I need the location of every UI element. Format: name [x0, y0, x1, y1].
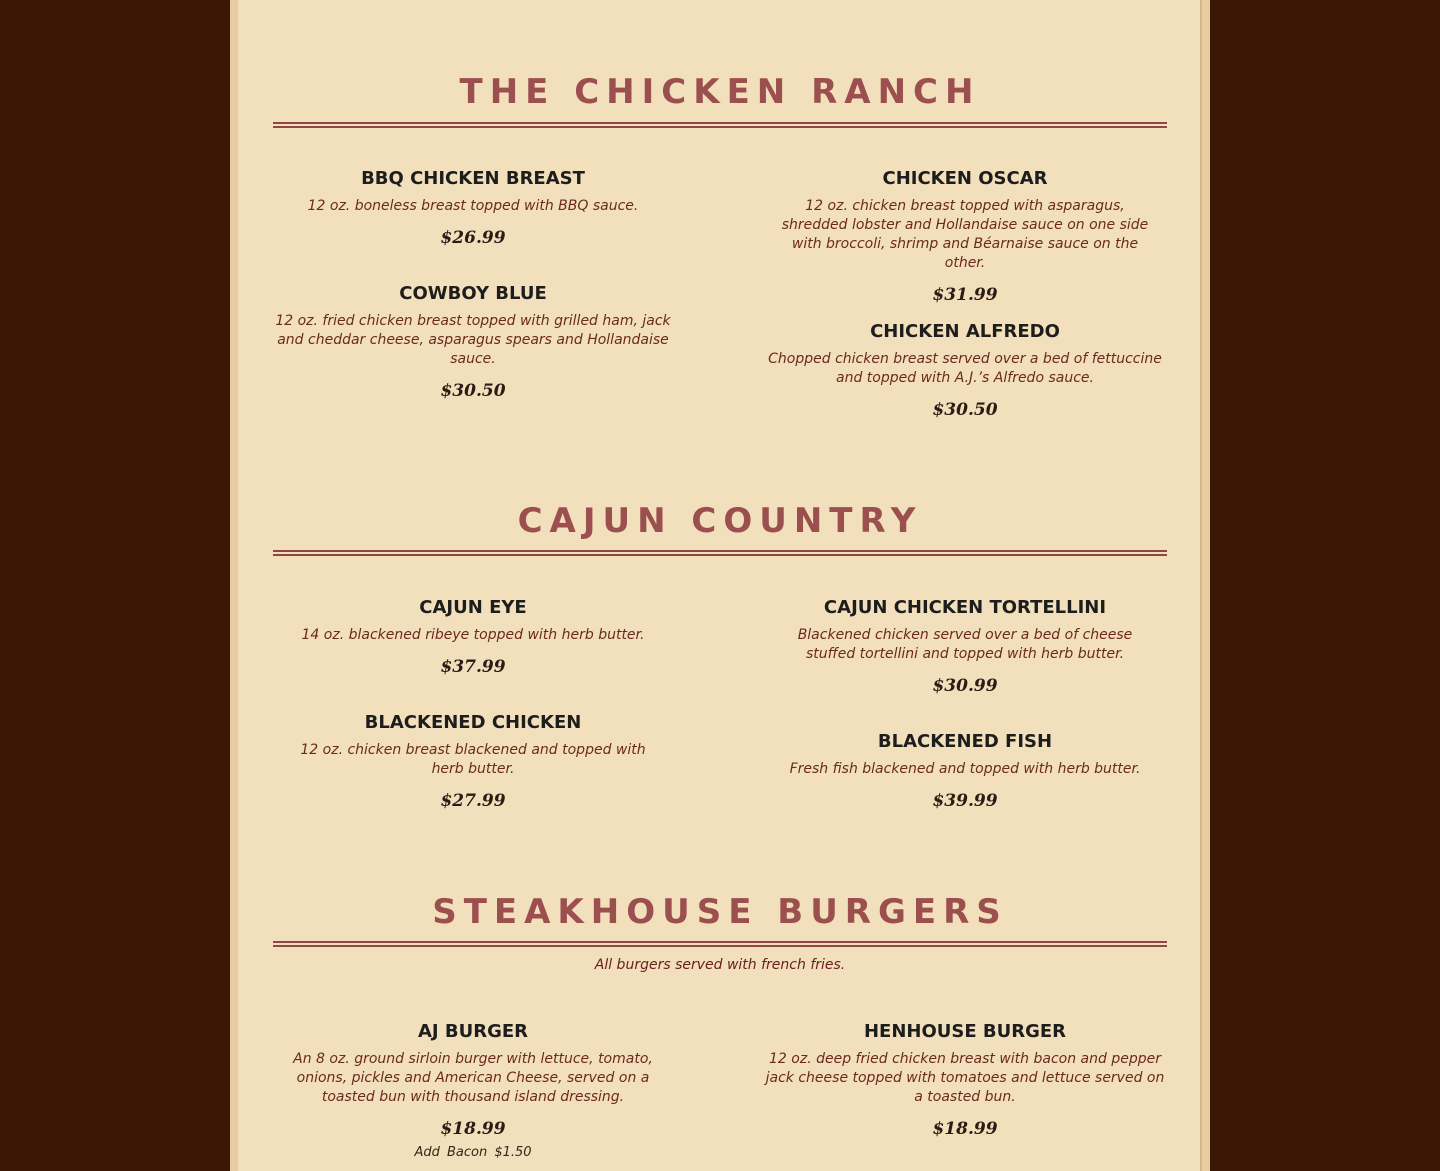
menu-item-chicken-alfredo [765, 320, 1165, 420]
item-description: 14 oz. blackened ribeye topped with herb butter. [301, 627, 645, 643]
menu-item-chicken-oscar [765, 167, 1165, 305]
menu-item-blackened-chicken [273, 711, 673, 811]
item-price: $31.99 [932, 285, 998, 305]
item-price: $30.99 [932, 676, 998, 696]
item-name: BLACKENED CHICKEN [364, 712, 582, 733]
menu-item-aj-burger [273, 1020, 673, 1161]
menu-item-blackened-fish [765, 730, 1165, 811]
menu-item-cowboy-blue [273, 282, 673, 401]
item-description: Blackened chicken served over a bed of cheese stuffed tortellini and topped with herb butter. [797, 627, 1133, 662]
item-description: 12 oz. boneless breast topped with BBQ sauce. [307, 198, 639, 214]
menu-item-bbq-chicken-breast [273, 167, 673, 248]
page-border-right [1202, 0, 1210, 1171]
item-price: $18.99 [440, 1119, 506, 1139]
item-description: 12 oz. chicken breast topped with asparagus, shredded lobster and Hollandaise sauce on one side with broccoli, shrimp and Béarnaise sauce on the other. [781, 198, 1149, 271]
item-price: $39.99 [932, 791, 998, 811]
item-name: COWBOY BLUE [399, 283, 547, 304]
item-price: $30.50 [440, 381, 506, 401]
item-price: $26.99 [440, 228, 506, 248]
section-title-chicken-ranch: THE CHICKEN RANCH [459, 72, 981, 112]
item-description: 12 oz. fried chicken breast topped with grilled ham, jack and cheddar cheese, asparagus spears and Hollandaise sauce. [275, 313, 671, 367]
menu-item-henhouse-burger [765, 1020, 1165, 1139]
menu-item-cajun-eye [273, 596, 673, 677]
item-name: CHICKEN OSCAR [882, 168, 1048, 189]
section-divider [273, 941, 1167, 947]
item-price: $18.99 [932, 1119, 998, 1139]
item-name: HENHOUSE BURGER [863, 1021, 1067, 1042]
item-description: Fresh fish blackened and topped with herb butter. [789, 761, 1141, 777]
item-addon: Add Bacon $1.50 [414, 1145, 532, 1160]
item-price: $27.99 [440, 791, 506, 811]
item-name: AJ BURGER [417, 1021, 529, 1042]
page-border-left [230, 0, 238, 1171]
menu-page [230, 0, 1210, 1171]
section-note: All burgers served with french fries. [594, 957, 846, 973]
item-name: BLACKENED FISH [877, 731, 1053, 752]
section-title-cajun-country: CAJUN COUNTRY [517, 501, 923, 541]
item-description: An 8 oz. ground sirloin burger with lettuce, tomato, onions, pickles and American Cheese, served on a toasted bun with thousand island dressing. [293, 1051, 653, 1105]
item-description: 12 oz. chicken breast blackened and topped with herb butter. [300, 742, 646, 777]
item-price: $30.50 [932, 400, 998, 420]
item-price: $37.99 [440, 657, 506, 677]
item-name: BBQ CHICKEN BREAST [361, 168, 585, 189]
item-name: CHICKEN ALFREDO [870, 321, 1060, 342]
section-divider [273, 550, 1167, 556]
item-name: CAJUN CHICKEN TORTELLINI [823, 597, 1107, 618]
item-description: Chopped chicken breast served over a bed of fettuccine and topped with A.J.’s Alfredo sauce. [768, 351, 1162, 386]
menu-item-cajun-chicken-tortellini [765, 596, 1165, 696]
section-title-steakhouse-burgers: STEAKHOUSE BURGERS [432, 892, 1008, 932]
section-divider [273, 122, 1167, 128]
item-description: 12 oz. deep fried chicken breast with bacon and pepper jack cheese topped with tomatoes and lettuce served on a toasted bun. [765, 1051, 1165, 1105]
item-name: CAJUN EYE [419, 597, 527, 618]
